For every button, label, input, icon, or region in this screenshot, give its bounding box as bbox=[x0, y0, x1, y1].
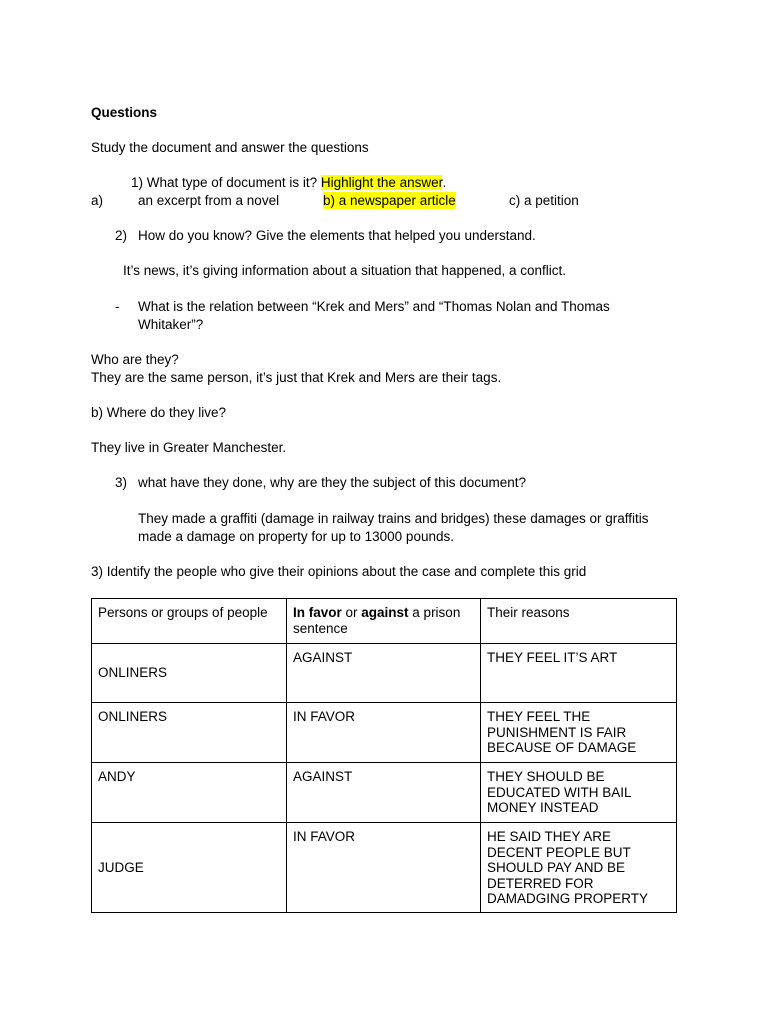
question-1-prompt: 1) What type of document is it? bbox=[131, 175, 318, 190]
reason-cell: THEY FEEL THE PUNISHMENT IS FAIR BECAUSE OF DAMAGE bbox=[481, 703, 677, 763]
highlight-note: Highlight the answer bbox=[320, 175, 443, 190]
header-prison-sentence: a prison sentence bbox=[293, 605, 461, 636]
option-a-marker: a) bbox=[91, 193, 104, 208]
page-heading: Questions bbox=[91, 105, 158, 120]
relation-bullet: - bbox=[115, 299, 120, 314]
option-c: c) a petition bbox=[509, 193, 579, 208]
grid-instruction: 3) Identify the people who give their opinions about the case and complete this grid bbox=[91, 564, 587, 579]
header-reasons: Their reasons bbox=[481, 599, 677, 644]
reason-cell: THEY SHOULD BE EDUCATED WITH BAIL MONEY INSTEAD bbox=[481, 763, 677, 823]
question-3-number: 3) bbox=[115, 475, 128, 490]
question-1-period: . bbox=[442, 175, 447, 190]
header-or: or bbox=[341, 605, 362, 620]
option-b-highlighted: b) a newspaper article bbox=[323, 193, 456, 208]
table-row bbox=[92, 644, 677, 703]
table-row bbox=[92, 823, 677, 913]
option-a: an excerpt from a novel bbox=[138, 193, 280, 208]
question-3-prompt: what have they done, why are they the subject of this document? bbox=[138, 475, 526, 490]
who-answer: They are the same person, it’s just that Krek and Mers are their tags. bbox=[91, 370, 502, 385]
opinion-grid bbox=[91, 598, 677, 913]
stance-cell: AGAINST bbox=[287, 644, 481, 703]
question-3-answer-line-2: made a damage on property for up to 13000 pounds. bbox=[138, 529, 454, 544]
stance-cell: IN FAVOR bbox=[287, 823, 481, 913]
question-3-answer-line-1: They made a graffiti (damage in railway trains and bridges) these damages or graffitis bbox=[138, 511, 649, 526]
header-in-favor: In favor bbox=[293, 605, 342, 620]
relation-prompt-line-2: Whitaker”? bbox=[138, 317, 204, 332]
stance-cell: AGAINST bbox=[287, 763, 481, 823]
reason-cell: THEY FEEL IT’S ART bbox=[481, 644, 677, 703]
header-against: against bbox=[361, 605, 409, 620]
stance-cell: IN FAVOR bbox=[287, 703, 481, 763]
relation-prompt-line-1: What is the relation between “Krek and Mers” and “Thomas Nolan and Thomas bbox=[138, 299, 610, 314]
table-row bbox=[92, 763, 677, 823]
where-answer: They live in Greater Manchester. bbox=[91, 440, 287, 455]
question-1 bbox=[131, 174, 446, 191]
person-cell: ONLINERS bbox=[92, 703, 287, 763]
reason-cell: HE SAID THEY ARE DECENT PEOPLE BUT SHOULD PAY AND BE DETERRED FOR DAMADGING PROPERTY bbox=[481, 823, 677, 913]
question-2-prompt: How do you know? Give the elements that helped you understand. bbox=[138, 228, 536, 243]
header-persons: Persons or groups of people bbox=[92, 599, 287, 644]
table-row bbox=[92, 703, 677, 763]
person-cell: ONLINERS bbox=[92, 644, 287, 703]
instruction-text: Study the document and answer the questions bbox=[91, 140, 369, 155]
question-2-number: 2) bbox=[115, 228, 128, 243]
who-question: Who are they? bbox=[91, 352, 179, 367]
person-cell: ANDY bbox=[92, 763, 287, 823]
header-stance bbox=[287, 599, 481, 644]
where-question: b) Where do they live? bbox=[91, 405, 227, 420]
person-cell: JUDGE bbox=[92, 823, 287, 913]
grid-header-row bbox=[92, 599, 677, 644]
question-2-answer: It’s news, it’s giving information about a situation that happened, a conflict. bbox=[123, 263, 567, 278]
